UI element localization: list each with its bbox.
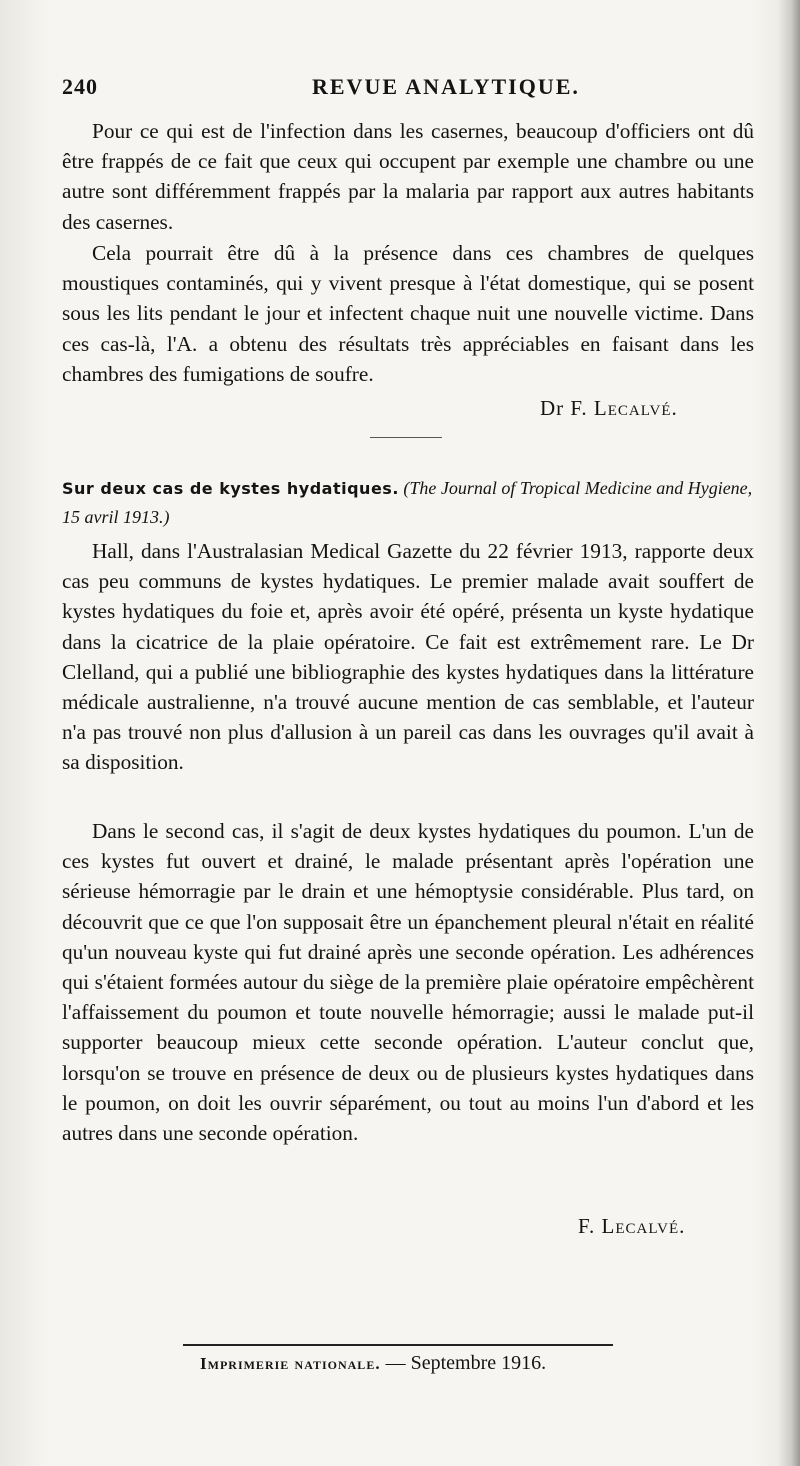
article1-signature bbox=[540, 396, 678, 421]
page-number: 240 bbox=[62, 74, 98, 99]
article2-heading bbox=[62, 474, 762, 531]
print-date: — Septembre 1916. bbox=[385, 1352, 547, 1374]
signature-name: Lecalvé. bbox=[593, 396, 678, 420]
signature-prefix: F. bbox=[578, 1214, 596, 1238]
signature-prefix: Dr F. bbox=[540, 396, 588, 420]
article2-paragraph-1: Hall, dans l'Australasian Medical Gazette du 22 février 1913, rapporte deux cas peu communs de kystes hydatiques. Le premier malade avait souffert de kystes hydatiques du foie et, après avoir été opéré, présenta un kyste hydatique dans la cicatrice de la plaie opératoire. Ce fait est extrêmement rare. Le Dr Clelland, qui a publié une bibliographie des kystes hydatiques dans la littérature médicale australienne, n'a trouvé aucune mention de cas semblable, et l'auteur n'a pas trouvé non plus d'allusion à un pareil cas dans les ouvrages qu'il avait à sa disposition. bbox=[62, 539, 754, 775]
article2-source: (The Journal of Tropical Medicine and Hygiene, 15 avril 1913.) bbox=[62, 478, 753, 527]
article1-paragraph-2: Cela pourrait être dû à la présence dans ces chambres de quelques moustiques contaminés, qui y vivent presque à l'état domestique, qui se posent sous les lits pendant le jour et infectent chaque nuit une nouvelle victime. Dans ces cas-là, l'A. a obtenu des résultats très appréciables en faisant dans les chambres des fumigations de soufre. bbox=[62, 241, 754, 386]
running-title: REVUE ANALYTIQUE. bbox=[312, 74, 580, 99]
printer-name: Imprimerie nationale. bbox=[200, 1354, 381, 1373]
imprint-footer bbox=[200, 1352, 546, 1375]
article2-paragraph-2: Dans le second cas, il s'agit de deux kystes hydatiques du poumon. L'un de ces kystes fut ouvert et drainé, le malade présentant après l'opération une sérieuse hémorragie par le drain et une hémoptysie considérable. Plus tard, on découvrit que ce que l'on supposait être un épanchement pleural n'était en réalité qu'un nouveau kyste qui fut drainé après une seconde opération. Les adhérences qui s'étaient formées autour du siège de la première plaie opératoire empêchèrent l'affaissement du poumon et toute nouvelle hémorragie; aussi le malade put-il supporter beaucoup mieux cette seconde opération. L'auteur conclut que, lorsqu'on se trouve en présence de deux ou de plusieurs kystes hydatiques dans le poumon, on doit les ouvrir séparément, ou tout au moins l'un d'abord et les autres dans une seconde opération. bbox=[62, 819, 754, 1146]
article2-title: Sur deux cas de kystes hydatiques. bbox=[62, 479, 399, 498]
signature-name: Lecalvé. bbox=[601, 1214, 686, 1238]
section-divider bbox=[370, 437, 442, 438]
running-header bbox=[62, 74, 752, 104]
article1-paragraph-1: Pour ce qui est de l'infection dans les casernes, beaucoup d'officiers ont dû être frappés de ce fait que ceux qui occupent par exemple une chambre ou une autre sont différemment frappés par la malaria par rapport aux autres habitants des casernes. bbox=[62, 119, 754, 234]
article2-signature bbox=[578, 1214, 685, 1239]
page-edge-shadow bbox=[778, 0, 800, 1466]
footer-rule bbox=[183, 1344, 613, 1346]
